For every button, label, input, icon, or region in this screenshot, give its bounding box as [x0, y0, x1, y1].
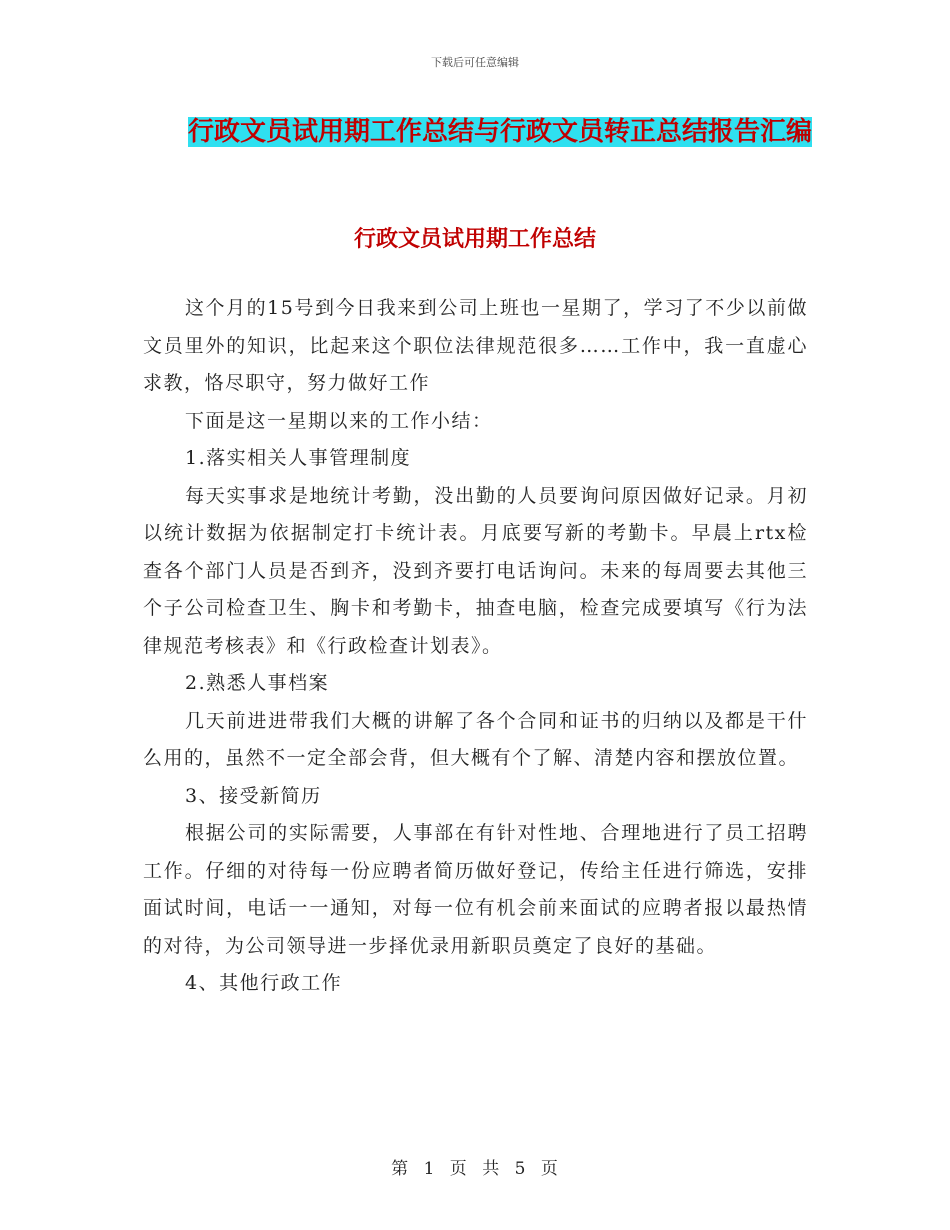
paragraph-recruitment: 根据公司的实际需要，人事部在有针对性地、合理地进行了员工招聘工作。仔细的对待每一份应聘者简历做好登记，传给主任进行筛选，安排面试时间，电话一一通知，对每一位有机会前来面试的应聘者报以最热情的对待，为公司领导进一步择优录用新职员奠定了良好的基础。 [143, 822, 808, 957]
document-title-text: 行政文员试用期工作总结与行政文员转正总结报告汇编 [187, 117, 812, 147]
footer-total-label: 共 [482, 1159, 501, 1179]
footer-mid: 页 [449, 1159, 468, 1179]
section-title: 行政文员试用期工作总结 [353, 226, 596, 252]
paragraph-files: 几天前进进带我们大概的讲解了各个合同和证书的归纳以及都是干什么用的，虽然不一定全部会背，但大概有个了解、清楚内容和摆放位置。 [143, 709, 808, 769]
subheading-personnel-files: 2.熟悉人事档案 [185, 672, 330, 694]
paragraph-summary-lead: 下面是这一星期以来的工作小结： [185, 409, 493, 432]
document-title [150, 108, 850, 156]
paragraph-intro: 这个月的15号到今日我来到公司上班也一星期了，学习了不少以前做文员里外的知识，比起来这个职位法律规范很多……工作中，我一直虚心求教，恪尽职守，努力做好工作 [143, 297, 808, 394]
page-footer [0, 1154, 950, 1179]
document-body [143, 290, 808, 1003]
subheading-personnel-system: 1.落实相关人事管理制度 [185, 447, 412, 469]
subheading-other-admin: 4、其他行政工作 [185, 972, 343, 994]
footer-total-pages: 5 [514, 1159, 527, 1179]
footer-current-page: 1 [423, 1159, 436, 1179]
paragraph-attendance: 每天实事求是地统计考勤，没出勤的人员要询问原因做好记录。月初以统计数据为依据制定打卡统计表。月底要写新的考勤卡。早晨上rtx检查各个部门人员是否到齐，没到齐要打电话询问。未来的每周要去其他三个子公司检查卫生、胸卡和考勤卡，抽查电脑，检查完成要填写《行为法律规范考核表》和《行政检查计划表》。 [143, 484, 808, 657]
footer-suffix: 页 [540, 1159, 559, 1179]
subheading-resumes: 3、接受新简历 [185, 784, 322, 807]
footer-prefix: 第 [391, 1159, 410, 1179]
header-note: 下载后可任意编辑 [431, 56, 519, 69]
